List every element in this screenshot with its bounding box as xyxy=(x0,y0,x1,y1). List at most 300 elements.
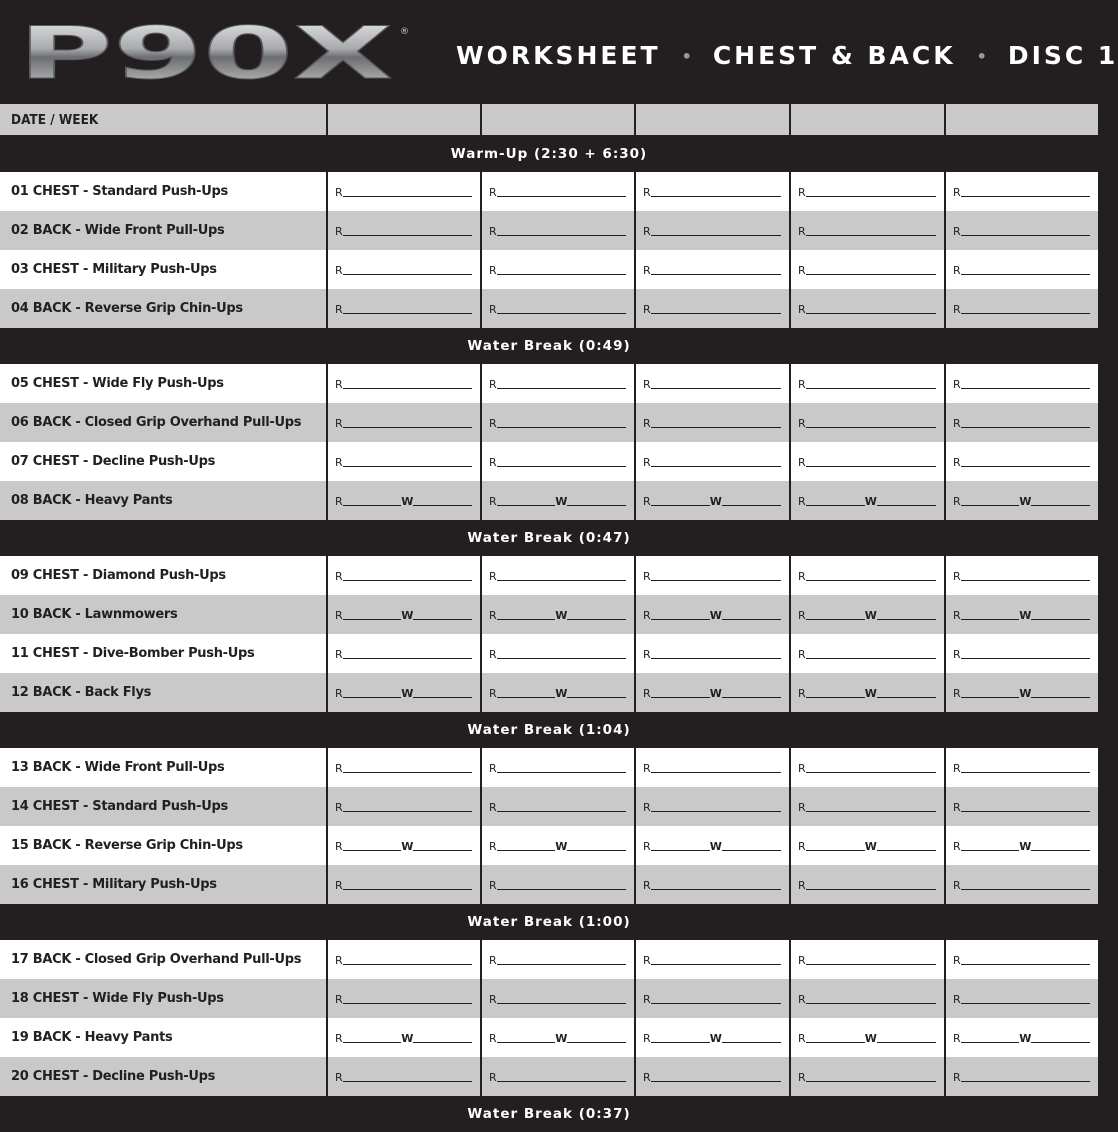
entry-cell[interactable] xyxy=(790,940,945,979)
entry-cell[interactable] xyxy=(635,979,790,1018)
reps-blank-line[interactable] xyxy=(497,580,626,581)
reps-field[interactable] xyxy=(636,647,789,661)
weight-blank-line[interactable] xyxy=(1031,697,1090,698)
entry-cell[interactable] xyxy=(945,1057,1098,1096)
reps-blank-line[interactable] xyxy=(961,1003,1090,1004)
entry-cell[interactable] xyxy=(327,481,481,520)
reps-blank-line[interactable] xyxy=(961,505,1020,506)
entry-cell[interactable] xyxy=(790,595,945,634)
entry-cell[interactable] xyxy=(790,442,945,481)
entry-cell[interactable] xyxy=(790,826,945,865)
reps-field[interactable] xyxy=(482,569,634,583)
reps-field[interactable] xyxy=(946,800,1098,814)
reps-blank-line[interactable] xyxy=(961,772,1090,773)
reps-field[interactable] xyxy=(791,992,944,1006)
reps-blank-line[interactable] xyxy=(651,811,781,812)
reps-weight-field[interactable] xyxy=(791,839,944,853)
reps-blank-line[interactable] xyxy=(497,697,556,698)
entry-cell[interactable] xyxy=(945,250,1098,289)
reps-blank-line[interactable] xyxy=(806,811,936,812)
reps-weight-field[interactable] xyxy=(636,686,789,700)
entry-cell[interactable] xyxy=(790,979,945,1018)
reps-blank-line[interactable] xyxy=(497,235,626,236)
entry-cell[interactable] xyxy=(635,1018,790,1057)
reps-field[interactable] xyxy=(946,377,1098,391)
entry-cell[interactable] xyxy=(790,748,945,787)
entry-cell[interactable] xyxy=(327,595,481,634)
entry-cell[interactable] xyxy=(945,787,1098,826)
reps-field[interactable] xyxy=(636,263,789,277)
entry-cell[interactable] xyxy=(945,826,1098,865)
reps-weight-field[interactable] xyxy=(328,686,480,700)
entry-cell[interactable] xyxy=(327,787,481,826)
reps-blank-line[interactable] xyxy=(497,274,626,275)
entry-cell[interactable] xyxy=(327,250,481,289)
entry-cell[interactable] xyxy=(481,940,635,979)
entry-cell[interactable] xyxy=(481,403,635,442)
reps-weight-field[interactable] xyxy=(636,494,789,508)
reps-blank-line[interactable] xyxy=(806,235,936,236)
date-week-cell[interactable] xyxy=(790,104,945,136)
reps-blank-line[interactable] xyxy=(806,466,936,467)
reps-weight-field[interactable] xyxy=(636,1031,789,1045)
entry-cell[interactable] xyxy=(635,865,790,904)
reps-blank-line[interactable] xyxy=(961,811,1090,812)
reps-blank-line[interactable] xyxy=(961,580,1090,581)
reps-field[interactable] xyxy=(791,302,944,316)
reps-blank-line[interactable] xyxy=(651,196,781,197)
reps-blank-line[interactable] xyxy=(806,196,936,197)
entry-cell[interactable] xyxy=(481,211,635,250)
reps-blank-line[interactable] xyxy=(806,619,865,620)
reps-blank-line[interactable] xyxy=(343,1081,472,1082)
reps-field[interactable] xyxy=(482,761,634,775)
weight-blank-line[interactable] xyxy=(413,850,472,851)
weight-blank-line[interactable] xyxy=(722,619,781,620)
reps-weight-field[interactable] xyxy=(328,494,480,508)
reps-field[interactable] xyxy=(636,800,789,814)
reps-blank-line[interactable] xyxy=(651,580,781,581)
entry-cell[interactable] xyxy=(635,481,790,520)
weight-blank-line[interactable] xyxy=(567,697,626,698)
reps-blank-line[interactable] xyxy=(651,235,781,236)
reps-field[interactable] xyxy=(328,569,480,583)
entry-cell[interactable] xyxy=(635,211,790,250)
reps-field[interactable] xyxy=(791,416,944,430)
entry-cell[interactable] xyxy=(790,403,945,442)
entry-cell[interactable] xyxy=(327,673,481,712)
reps-field[interactable] xyxy=(946,992,1098,1006)
weight-blank-line[interactable] xyxy=(1031,619,1090,620)
entry-cell[interactable] xyxy=(945,172,1098,211)
reps-weight-field[interactable] xyxy=(328,839,480,853)
reps-field[interactable] xyxy=(482,953,634,967)
reps-blank-line[interactable] xyxy=(651,427,781,428)
entry-cell[interactable] xyxy=(945,673,1098,712)
entry-cell[interactable] xyxy=(790,211,945,250)
reps-field[interactable] xyxy=(946,878,1098,892)
entry-cell[interactable] xyxy=(635,826,790,865)
reps-blank-line[interactable] xyxy=(343,658,472,659)
entry-cell[interactable] xyxy=(790,1018,945,1057)
entry-cell[interactable] xyxy=(635,289,790,328)
entry-cell[interactable] xyxy=(481,865,635,904)
reps-field[interactable] xyxy=(636,878,789,892)
reps-blank-line[interactable] xyxy=(961,466,1090,467)
weight-blank-line[interactable] xyxy=(877,1042,936,1043)
entry-cell[interactable] xyxy=(790,172,945,211)
weight-blank-line[interactable] xyxy=(567,505,626,506)
reps-field[interactable] xyxy=(328,647,480,661)
reps-blank-line[interactable] xyxy=(497,850,556,851)
entry-cell[interactable] xyxy=(945,481,1098,520)
entry-cell[interactable] xyxy=(327,403,481,442)
reps-field[interactable] xyxy=(328,800,480,814)
entry-cell[interactable] xyxy=(481,673,635,712)
entry-cell[interactable] xyxy=(635,364,790,403)
reps-field[interactable] xyxy=(482,455,634,469)
reps-blank-line[interactable] xyxy=(497,658,626,659)
reps-field[interactable] xyxy=(946,569,1098,583)
reps-blank-line[interactable] xyxy=(343,427,472,428)
reps-field[interactable] xyxy=(328,302,480,316)
entry-cell[interactable] xyxy=(635,172,790,211)
entry-cell[interactable] xyxy=(945,556,1098,595)
reps-blank-line[interactable] xyxy=(497,1003,626,1004)
entry-cell[interactable] xyxy=(481,748,635,787)
reps-field[interactable] xyxy=(946,224,1098,238)
reps-blank-line[interactable] xyxy=(343,274,472,275)
reps-blank-line[interactable] xyxy=(651,388,781,389)
reps-blank-line[interactable] xyxy=(651,964,781,965)
reps-blank-line[interactable] xyxy=(806,1042,865,1043)
reps-blank-line[interactable] xyxy=(806,889,936,890)
reps-blank-line[interactable] xyxy=(651,889,781,890)
entry-cell[interactable] xyxy=(327,211,481,250)
weight-blank-line[interactable] xyxy=(1031,505,1090,506)
reps-field[interactable] xyxy=(328,377,480,391)
reps-field[interactable] xyxy=(946,1070,1098,1084)
weight-blank-line[interactable] xyxy=(877,505,936,506)
reps-weight-field[interactable] xyxy=(636,608,789,622)
date-week-cell[interactable] xyxy=(327,104,481,136)
reps-blank-line[interactable] xyxy=(497,505,556,506)
entry-cell[interactable] xyxy=(945,364,1098,403)
entry-cell[interactable] xyxy=(327,442,481,481)
entry-cell[interactable] xyxy=(635,250,790,289)
entry-cell[interactable] xyxy=(481,634,635,673)
reps-blank-line[interactable] xyxy=(651,1042,710,1043)
weight-blank-line[interactable] xyxy=(722,505,781,506)
reps-blank-line[interactable] xyxy=(497,427,626,428)
entry-cell[interactable] xyxy=(635,940,790,979)
reps-field[interactable] xyxy=(636,1070,789,1084)
reps-weight-field[interactable] xyxy=(946,608,1098,622)
reps-blank-line[interactable] xyxy=(961,1042,1020,1043)
reps-weight-field[interactable] xyxy=(791,686,944,700)
reps-blank-line[interactable] xyxy=(343,889,472,890)
reps-blank-line[interactable] xyxy=(343,1042,402,1043)
entry-cell[interactable] xyxy=(481,1018,635,1057)
reps-field[interactable] xyxy=(636,953,789,967)
entry-cell[interactable] xyxy=(945,289,1098,328)
reps-field[interactable] xyxy=(328,992,480,1006)
reps-weight-field[interactable] xyxy=(946,839,1098,853)
reps-blank-line[interactable] xyxy=(651,466,781,467)
entry-cell[interactable] xyxy=(635,595,790,634)
entry-cell[interactable] xyxy=(790,787,945,826)
reps-blank-line[interactable] xyxy=(651,1003,781,1004)
entry-cell[interactable] xyxy=(327,556,481,595)
reps-field[interactable] xyxy=(791,263,944,277)
reps-field[interactable] xyxy=(482,377,634,391)
reps-blank-line[interactable] xyxy=(343,964,472,965)
reps-field[interactable] xyxy=(636,377,789,391)
entry-cell[interactable] xyxy=(327,364,481,403)
reps-blank-line[interactable] xyxy=(806,505,865,506)
reps-blank-line[interactable] xyxy=(806,427,936,428)
reps-field[interactable] xyxy=(482,1070,634,1084)
reps-field[interactable] xyxy=(482,800,634,814)
reps-blank-line[interactable] xyxy=(651,658,781,659)
reps-field[interactable] xyxy=(636,224,789,238)
weight-blank-line[interactable] xyxy=(413,619,472,620)
date-week-cell[interactable] xyxy=(945,104,1098,136)
reps-blank-line[interactable] xyxy=(961,388,1090,389)
reps-blank-line[interactable] xyxy=(806,697,865,698)
entry-cell[interactable] xyxy=(790,634,945,673)
reps-field[interactable] xyxy=(946,185,1098,199)
entry-cell[interactable] xyxy=(945,595,1098,634)
reps-blank-line[interactable] xyxy=(806,850,865,851)
reps-blank-line[interactable] xyxy=(497,772,626,773)
reps-blank-line[interactable] xyxy=(806,388,936,389)
reps-blank-line[interactable] xyxy=(961,427,1090,428)
reps-blank-line[interactable] xyxy=(806,1003,936,1004)
reps-blank-line[interactable] xyxy=(961,964,1090,965)
reps-blank-line[interactable] xyxy=(343,466,472,467)
reps-blank-line[interactable] xyxy=(806,274,936,275)
reps-blank-line[interactable] xyxy=(961,889,1090,890)
reps-blank-line[interactable] xyxy=(961,196,1090,197)
reps-field[interactable] xyxy=(328,416,480,430)
reps-blank-line[interactable] xyxy=(961,697,1020,698)
entry-cell[interactable] xyxy=(481,1057,635,1096)
reps-blank-line[interactable] xyxy=(343,697,402,698)
reps-weight-field[interactable] xyxy=(482,686,634,700)
entry-cell[interactable] xyxy=(945,865,1098,904)
reps-field[interactable] xyxy=(946,647,1098,661)
date-week-cell[interactable] xyxy=(635,104,790,136)
reps-weight-field[interactable] xyxy=(636,839,789,853)
reps-blank-line[interactable] xyxy=(343,235,472,236)
weight-blank-line[interactable] xyxy=(877,697,936,698)
reps-blank-line[interactable] xyxy=(343,850,402,851)
reps-blank-line[interactable] xyxy=(497,811,626,812)
reps-field[interactable] xyxy=(791,1070,944,1084)
reps-field[interactable] xyxy=(482,992,634,1006)
reps-field[interactable] xyxy=(482,185,634,199)
reps-blank-line[interactable] xyxy=(343,772,472,773)
reps-field[interactable] xyxy=(328,185,480,199)
reps-blank-line[interactable] xyxy=(651,772,781,773)
reps-blank-line[interactable] xyxy=(806,580,936,581)
reps-blank-line[interactable] xyxy=(343,388,472,389)
weight-blank-line[interactable] xyxy=(722,850,781,851)
reps-blank-line[interactable] xyxy=(343,619,402,620)
reps-blank-line[interactable] xyxy=(497,466,626,467)
reps-blank-line[interactable] xyxy=(343,811,472,812)
reps-field[interactable] xyxy=(328,953,480,967)
reps-field[interactable] xyxy=(328,1070,480,1084)
date-week-cell[interactable] xyxy=(481,104,635,136)
reps-blank-line[interactable] xyxy=(961,619,1020,620)
reps-blank-line[interactable] xyxy=(343,1003,472,1004)
reps-field[interactable] xyxy=(328,263,480,277)
weight-blank-line[interactable] xyxy=(567,619,626,620)
reps-field[interactable] xyxy=(791,878,944,892)
reps-field[interactable] xyxy=(636,761,789,775)
reps-blank-line[interactable] xyxy=(651,850,710,851)
weight-blank-line[interactable] xyxy=(1031,850,1090,851)
entry-cell[interactable] xyxy=(635,634,790,673)
reps-blank-line[interactable] xyxy=(651,1081,781,1082)
reps-blank-line[interactable] xyxy=(497,619,556,620)
reps-field[interactable] xyxy=(791,455,944,469)
entry-cell[interactable] xyxy=(481,250,635,289)
reps-field[interactable] xyxy=(791,761,944,775)
reps-blank-line[interactable] xyxy=(961,658,1090,659)
entry-cell[interactable] xyxy=(327,748,481,787)
entry-cell[interactable] xyxy=(635,787,790,826)
reps-field[interactable] xyxy=(946,263,1098,277)
reps-field[interactable] xyxy=(636,569,789,583)
reps-blank-line[interactable] xyxy=(651,274,781,275)
reps-field[interactable] xyxy=(636,416,789,430)
reps-blank-line[interactable] xyxy=(651,697,710,698)
reps-blank-line[interactable] xyxy=(497,889,626,890)
entry-cell[interactable] xyxy=(481,979,635,1018)
reps-blank-line[interactable] xyxy=(497,196,626,197)
entry-cell[interactable] xyxy=(481,826,635,865)
entry-cell[interactable] xyxy=(481,172,635,211)
entry-cell[interactable] xyxy=(327,826,481,865)
reps-blank-line[interactable] xyxy=(961,1081,1090,1082)
reps-weight-field[interactable] xyxy=(946,1031,1098,1045)
reps-field[interactable] xyxy=(791,953,944,967)
entry-cell[interactable] xyxy=(635,673,790,712)
entry-cell[interactable] xyxy=(481,787,635,826)
reps-field[interactable] xyxy=(946,302,1098,316)
reps-blank-line[interactable] xyxy=(497,1081,626,1082)
reps-field[interactable] xyxy=(482,416,634,430)
reps-blank-line[interactable] xyxy=(497,388,626,389)
entry-cell[interactable] xyxy=(481,595,635,634)
reps-blank-line[interactable] xyxy=(497,313,626,314)
reps-blank-line[interactable] xyxy=(806,1081,936,1082)
reps-field[interactable] xyxy=(946,761,1098,775)
reps-field[interactable] xyxy=(328,761,480,775)
entry-cell[interactable] xyxy=(327,940,481,979)
entry-cell[interactable] xyxy=(945,403,1098,442)
reps-field[interactable] xyxy=(636,302,789,316)
entry-cell[interactable] xyxy=(945,211,1098,250)
entry-cell[interactable] xyxy=(790,364,945,403)
entry-cell[interactable] xyxy=(945,979,1098,1018)
weight-blank-line[interactable] xyxy=(413,697,472,698)
reps-blank-line[interactable] xyxy=(497,1042,556,1043)
reps-field[interactable] xyxy=(946,455,1098,469)
reps-blank-line[interactable] xyxy=(961,235,1090,236)
entry-cell[interactable] xyxy=(327,865,481,904)
reps-blank-line[interactable] xyxy=(961,313,1090,314)
reps-field[interactable] xyxy=(482,224,634,238)
reps-weight-field[interactable] xyxy=(791,1031,944,1045)
reps-weight-field[interactable] xyxy=(482,839,634,853)
entry-cell[interactable] xyxy=(327,289,481,328)
entry-cell[interactable] xyxy=(327,979,481,1018)
reps-field[interactable] xyxy=(791,377,944,391)
reps-blank-line[interactable] xyxy=(961,274,1090,275)
entry-cell[interactable] xyxy=(635,442,790,481)
reps-weight-field[interactable] xyxy=(946,494,1098,508)
entry-cell[interactable] xyxy=(327,1057,481,1096)
reps-field[interactable] xyxy=(328,224,480,238)
entry-cell[interactable] xyxy=(790,1057,945,1096)
reps-weight-field[interactable] xyxy=(482,608,634,622)
reps-field[interactable] xyxy=(791,647,944,661)
entry-cell[interactable] xyxy=(635,1057,790,1096)
reps-field[interactable] xyxy=(791,185,944,199)
entry-cell[interactable] xyxy=(945,748,1098,787)
reps-field[interactable] xyxy=(482,878,634,892)
reps-blank-line[interactable] xyxy=(497,964,626,965)
reps-blank-line[interactable] xyxy=(806,964,936,965)
reps-field[interactable] xyxy=(946,953,1098,967)
reps-field[interactable] xyxy=(791,800,944,814)
entry-cell[interactable] xyxy=(790,556,945,595)
reps-blank-line[interactable] xyxy=(806,313,936,314)
entry-cell[interactable] xyxy=(635,403,790,442)
entry-cell[interactable] xyxy=(790,289,945,328)
reps-blank-line[interactable] xyxy=(651,619,710,620)
reps-blank-line[interactable] xyxy=(651,313,781,314)
reps-weight-field[interactable] xyxy=(482,494,634,508)
weight-blank-line[interactable] xyxy=(413,505,472,506)
reps-field[interactable] xyxy=(482,302,634,316)
reps-blank-line[interactable] xyxy=(651,505,710,506)
weight-blank-line[interactable] xyxy=(722,1042,781,1043)
reps-field[interactable] xyxy=(791,224,944,238)
reps-field[interactable] xyxy=(328,455,480,469)
reps-field[interactable] xyxy=(482,647,634,661)
entry-cell[interactable] xyxy=(481,442,635,481)
reps-field[interactable] xyxy=(636,455,789,469)
weight-blank-line[interactable] xyxy=(722,697,781,698)
reps-blank-line[interactable] xyxy=(343,196,472,197)
reps-blank-line[interactable] xyxy=(343,505,402,506)
reps-weight-field[interactable] xyxy=(791,608,944,622)
weight-blank-line[interactable] xyxy=(567,850,626,851)
reps-weight-field[interactable] xyxy=(482,1031,634,1045)
reps-blank-line[interactable] xyxy=(343,313,472,314)
reps-blank-line[interactable] xyxy=(343,580,472,581)
entry-cell[interactable] xyxy=(945,442,1098,481)
reps-field[interactable] xyxy=(636,992,789,1006)
weight-blank-line[interactable] xyxy=(567,1042,626,1043)
entry-cell[interactable] xyxy=(945,1018,1098,1057)
entry-cell[interactable] xyxy=(327,1018,481,1057)
